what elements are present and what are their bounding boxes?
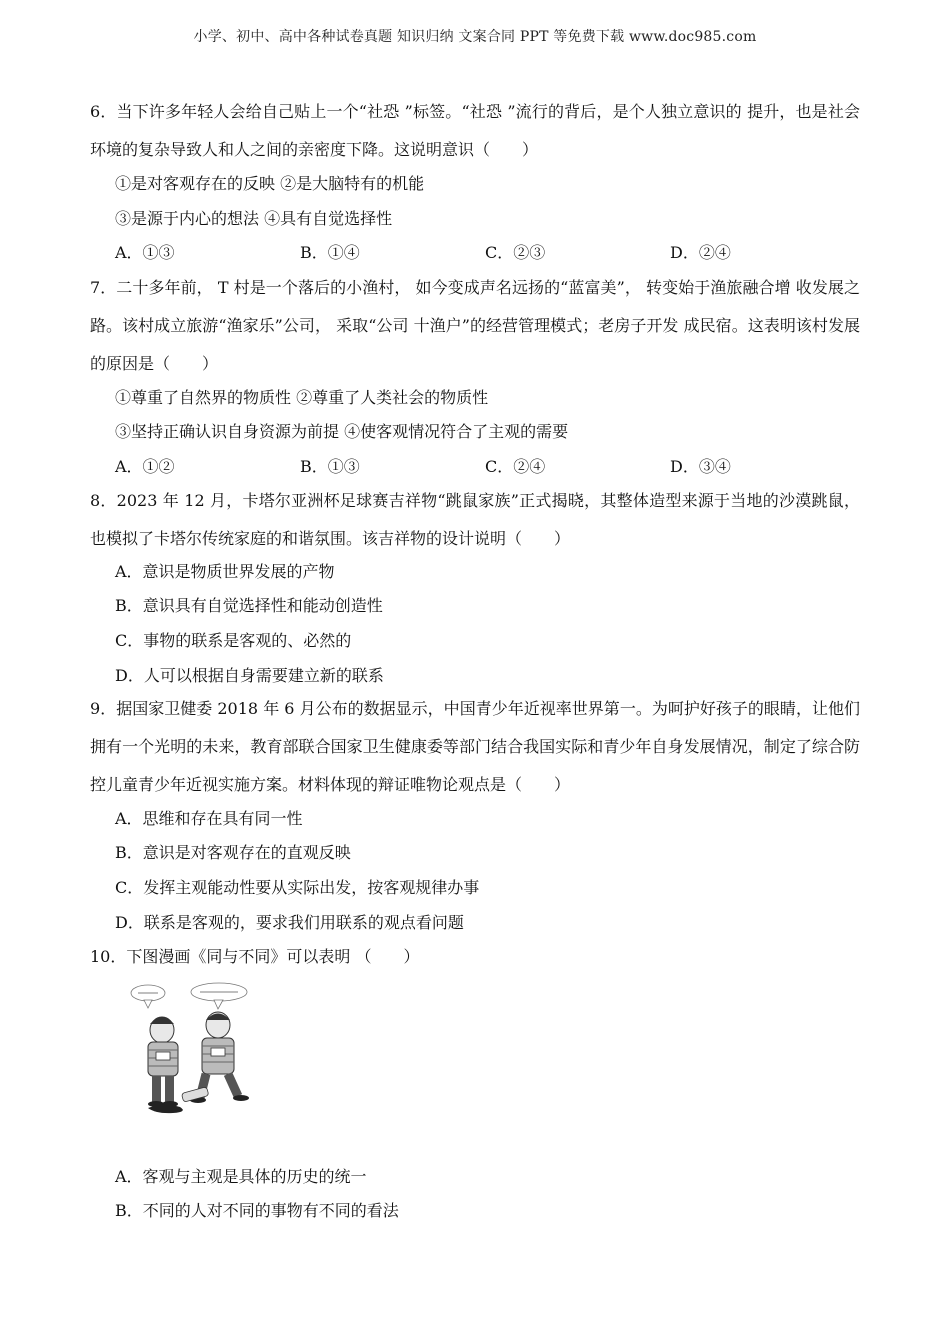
question-8-option-b: B．意识具有自觉选择性和能动创造性 — [115, 596, 383, 615]
question-10-stem: 10．下图漫画《同与不同》可以表明 （ ） — [90, 947, 420, 966]
question-8-option-d: D．人可以根据自身需要建立新的联系 — [115, 666, 384, 685]
option-a: A．①③ — [115, 243, 175, 262]
question-6-stem: 6．当下许多年轻人会给自己贴上一个“社恐 ”标签。“社恐 ”流行的背后，是个人独立意识的 提升，也是社会环境的复杂导致人和人之间的亲密度下降。这说明意识（ ） — [90, 102, 860, 159]
page-header: 小学、初中、高中各种试卷真题 知识归纳 文案合同 PPT 等免费下载 www.doc985.com — [193, 29, 757, 45]
question-7-statements-1: ①尊重了自然界的物质性 ②尊重了人类社会的物质性 — [115, 388, 489, 407]
question-9-option-d: D．联系是客观的，要求我们用联系的观点看问题 — [115, 913, 464, 932]
question-9-option-c: C．发挥主观能动性要从实际出发，按客观规律办事 — [115, 878, 480, 897]
question-6-options — [115, 241, 855, 265]
option-b: B．①③ — [300, 457, 360, 476]
question-8-option-a: A．意识是物质世界发展的产物 — [115, 562, 335, 581]
question-10-option-a: A．客观与主观是具体的历史的统一 — [115, 1167, 367, 1186]
question-7-stem: 7．二十多年前， T 村是一个落后的小渔村， 如今变成声名远扬的“蓝富美”， 转变始于渔旅融合增 收发展之路。该村成立旅游“渔家乐”公司， 采取“公司 十渔户”的经营管理模式；老房子开发 成民宿。这表明该村发展的原因是（ ） — [90, 278, 860, 373]
question-7-statements-2: ③坚持正确认识自身资源为前提 ④使客观情况符合了主观的需要 — [115, 422, 569, 441]
option-b: B．①④ — [300, 243, 360, 262]
option-d: D．②④ — [670, 243, 731, 262]
option-a: A．①② — [115, 457, 175, 476]
question-9-option-b: B．意识是对客观存在的直观反映 — [115, 843, 351, 862]
question-7-options — [115, 455, 855, 479]
question-8-stem: 8．2023 年 12 月，卡塔尔亚洲杯足球赛吉祥物“跳鼠家族”正式揭晓，其整体造型来源于当地的沙漠跳鼠，也模拟了卡塔尔传统家庭的和谐氛围。该吉祥物的设计说明（ ） — [90, 491, 860, 548]
question-6-statements-2: ③是源于内心的想法 ④具有自觉选择性 — [115, 209, 393, 228]
question-6-statements-1: ①是对客观存在的反映 ②是大脑特有的机能 — [115, 174, 425, 193]
question-8-option-c: C．事物的联系是客观的、必然的 — [115, 631, 352, 650]
cartoon-image — [128, 980, 278, 1115]
option-c: C．②③ — [485, 243, 546, 262]
option-c: C．②④ — [485, 457, 546, 476]
question-9-stem: 9．据国家卫健委 2018 年 6 月公布的数据显示，中国青少年近视率世界第一。为呵护好孩子的眼睛，让他们拥有一个光明的未来，教育部联合国家卫生健康委等部门结合我国实际和青少年自身发展情况，制定了综合防控儿童青少年近视实施方案。材料体现的辩证唯物论观点是（ ） — [90, 699, 860, 794]
question-10-option-b: B．不同的人对不同的事物有不同的看法 — [115, 1201, 399, 1220]
option-d: D．③④ — [670, 457, 731, 476]
question-9-option-a: A．思维和存在具有同一性 — [115, 809, 303, 828]
